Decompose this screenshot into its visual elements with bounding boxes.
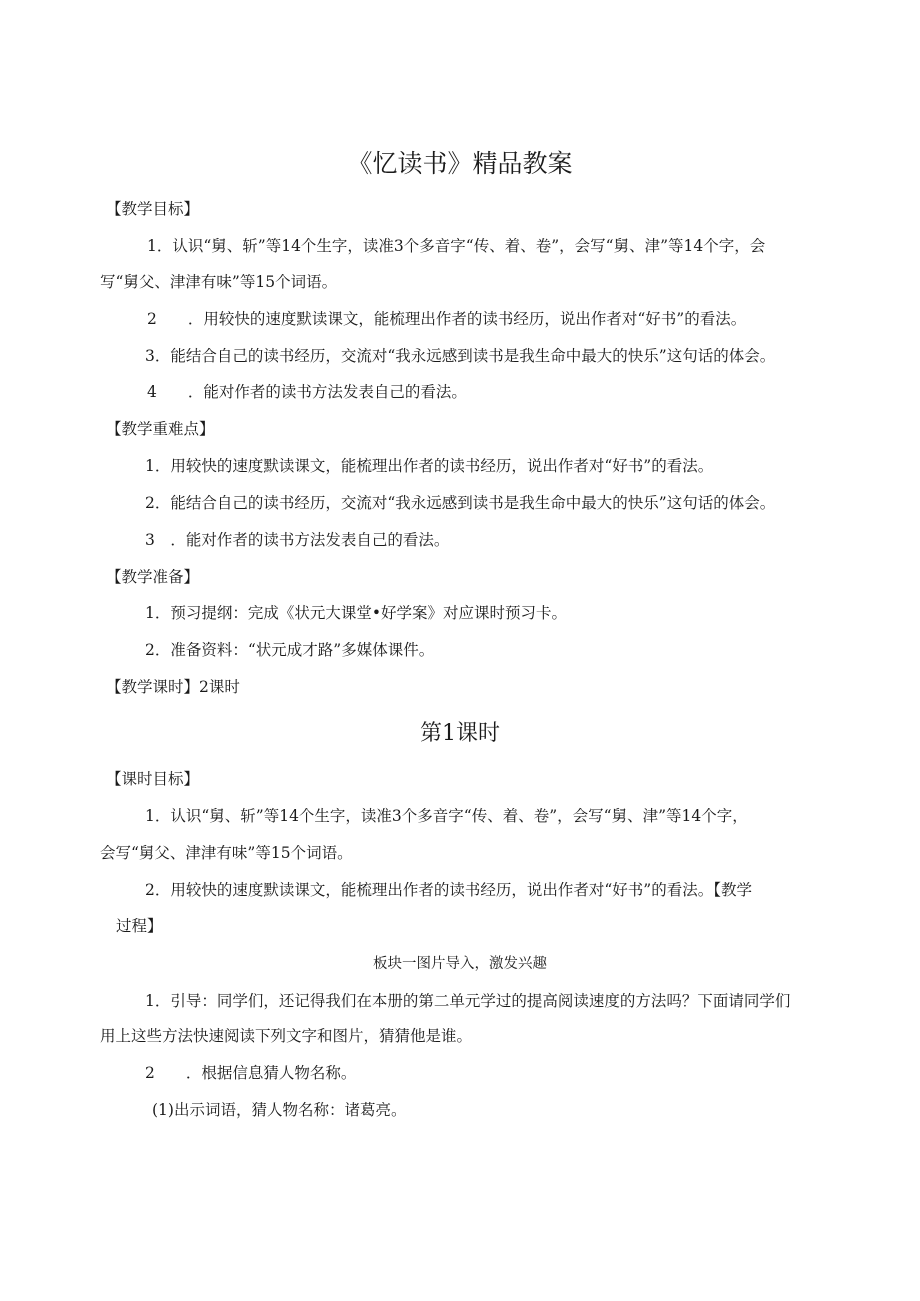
process-item-1-line-2: 用上这些方法快速阅读下列文字和图片，猜猜他是谁。: [100, 1027, 473, 1045]
preparation-item-1: 1．预习提纲：完成《状元大课堂•好学案》对应课时预习卡。: [145, 604, 568, 622]
key-point-1: 1．用较快的速度默读课文，能梳理出作者的读书经历，说出作者对“好书”的看法。: [145, 457, 714, 475]
goal-item-4: 4 ．能对作者的读书方法发表自己的看法。: [147, 383, 467, 401]
process-item-1-line-1: 1．引导：同学们，还记得我们在本册的第二单元学过的提高阅读速度的方法吗？下面请同学们: [145, 992, 791, 1010]
section-heading-class-hours: 【教学课时】2课时: [106, 678, 240, 696]
section-heading-goals: 【教学目标】: [106, 200, 200, 218]
section-heading-preparation: 【教学准备】: [106, 568, 200, 586]
lesson-title: 第1课时: [420, 721, 500, 746]
process-item-2-sub-1: (1)出示词语，猜人物名称：诸葛亮。: [152, 1101, 407, 1119]
lesson-goal-2-line-2: 过程】: [116, 917, 163, 935]
goal-item-3: 3．能结合自己的读书经历，交流对“我永远感到读书是我生命中最大的快乐”这句话的体会。: [145, 347, 776, 365]
goal-item-2: 2 ．用较快的速度默读课文，能梳理出作者的读书经历，说出作者对“好书”的看法。: [147, 310, 747, 328]
section-heading-lesson-goals: 【课时目标】: [106, 770, 200, 788]
process-item-2: 2 ．根据信息猜人物名称。: [145, 1064, 357, 1082]
goal-item-1-line-1: 1．认识“舅、斩”等14个生字，读准3个多音字“传、着、卷”，会写“舅、津”等14个字，会: [147, 237, 766, 255]
key-point-3: 3 ．能对作者的读书方法发表自己的看法。: [145, 531, 450, 549]
lesson-goal-1-line-2: 会写“舅父、津津有味”等15个词语。: [100, 844, 353, 862]
block-title: 板块一图片导入，激发兴趣: [373, 956, 547, 972]
preparation-item-2: 2．准备资料：“状元成才路”多媒体课件。: [145, 641, 435, 659]
lesson-goal-2-line-1: 2．用较快的速度默读课文，能梳理出作者的读书经历，说出作者对“好书”的看法。【教学: [145, 881, 752, 899]
key-point-2: 2．能结合自己的读书经历，交流对“我永远感到读书是我生命中最大的快乐”这句话的体会。: [145, 494, 776, 512]
goal-item-1-line-2: 写“舅父、津津有味”等15个词语。: [100, 273, 338, 291]
section-heading-key-points: 【教学重难点】: [106, 420, 215, 438]
page-title: 《忆读书》精品教案: [347, 149, 573, 178]
lesson-goal-1-line-1: 1．认识“舅、斩”等14个生字，读准3个多音字“传、着、卷”，会写“舅、津”等14个字，: [145, 807, 748, 825]
